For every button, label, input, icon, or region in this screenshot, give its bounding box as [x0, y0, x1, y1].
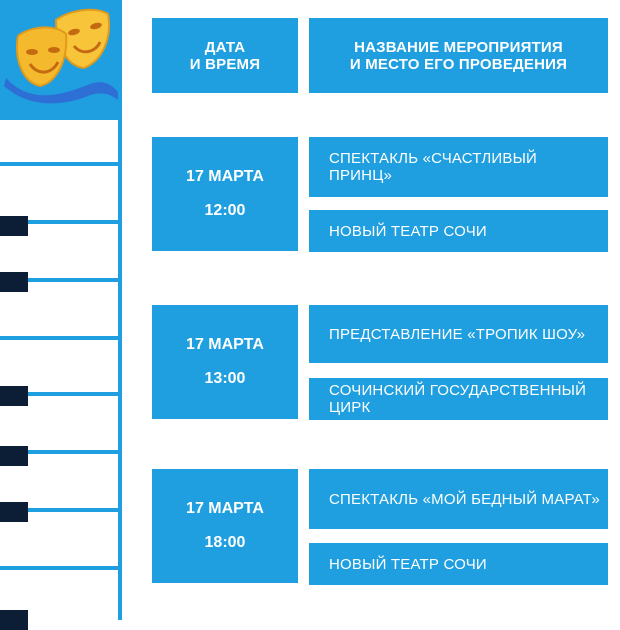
name-header-line1: НАЗВАНИЕ МЕРОПРИЯТИЯ: [354, 38, 563, 56]
event-date: 17 МАРТА: [186, 336, 264, 353]
event-date: 17 МАРТА: [186, 500, 264, 517]
event-title: СПЕКТАКЛЬ «МОЙ БЕДНЫЙ МАРАТ»: [329, 490, 600, 508]
event-title-box: [309, 137, 608, 197]
event-title-box: [309, 305, 608, 363]
piano-keys: [0, 120, 122, 620]
logo-area: [0, 0, 120, 120]
event-venue: НОВЫЙ ТЕАТР СОЧИ: [329, 222, 487, 240]
sidebar: [0, 0, 120, 620]
name-header-line2: И МЕСТО ЕГО ПРОВЕДЕНИЯ: [349, 55, 568, 73]
key-divider: [0, 336, 120, 340]
date-header-line1: ДАТА: [204, 38, 246, 56]
event-venue: СОЧИНСКИЙ ГОСУДАРСТВЕННЫЙ ЦИРК: [329, 382, 587, 416]
date-header-line2: И ВРЕМЯ: [189, 55, 261, 73]
event-datetime-box: [152, 137, 298, 251]
event-name-header: [309, 18, 608, 93]
event-venue-box: [309, 543, 608, 585]
event-time: 12:00: [204, 202, 246, 219]
black-key: [0, 610, 28, 630]
event-title-box: [309, 469, 608, 529]
event-venue-box: [309, 210, 608, 252]
event-time: 13:00: [204, 370, 246, 387]
date-time-header: [152, 18, 298, 93]
event-datetime-box: [152, 469, 298, 583]
event-title: ПРЕДСТАВЛЕНИЕ «ТРОПИК ШОУ»: [329, 325, 586, 343]
event-datetime-box: [152, 305, 298, 419]
black-key: [0, 272, 28, 292]
event-time: 18:00: [204, 534, 246, 551]
event-venue: НОВЫЙ ТЕАТР СОЧИ: [329, 555, 487, 573]
black-key: [0, 446, 28, 466]
theatre-masks-icon: [0, 0, 120, 110]
event-venue-box: [309, 378, 608, 420]
black-key: [0, 502, 28, 522]
black-key: [0, 216, 28, 236]
key-divider: [0, 566, 120, 570]
key-divider: [0, 162, 120, 166]
event-title: СПЕКТАКЛЬ «СЧАСТЛИВЫЙ ПРИНЦ»: [329, 150, 538, 184]
black-key: [0, 386, 28, 406]
sidebar-border: [118, 0, 122, 620]
event-date: 17 МАРТА: [186, 168, 264, 185]
